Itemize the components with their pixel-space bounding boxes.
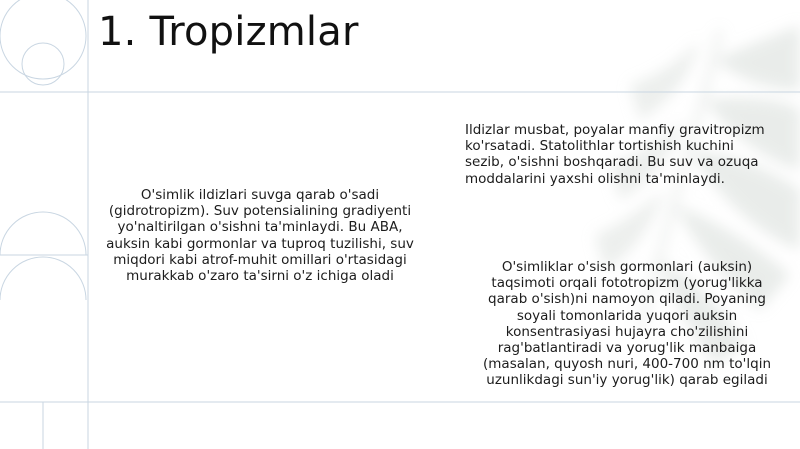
text-line: sezib, o'sishni boshqaradi. Bu suv va ozuqa — [465, 154, 759, 171]
text-line: O'simliklar o'sish gormonlari (auksin) — [501, 259, 753, 275]
text-line: murakkab o'zaro ta'sirni o'z ichiga oladi — [126, 268, 394, 285]
gravitropism-text — [465, 122, 795, 187]
text-line: soyali tomonlarida yuqori auksin — [516, 307, 738, 324]
text-line: auksin kabi gormonlar va tuproq tuzilishi, suv — [106, 235, 414, 252]
text-line: qarab o'sish)ni namoyon qiladi. Poyaning — [488, 291, 766, 308]
text-line: taqsimoti orqali fototropizm (yorug'likka — [491, 275, 763, 292]
hydrotropism-text — [90, 187, 430, 284]
text-line: moddalarini yaxshi olishni ta'minlaydi. — [465, 170, 725, 187]
text-line: (gidrotropizm). Suv potensialining gradiyenti — [108, 203, 412, 220]
text-line: Ildizlar musbat, poyalar manfiy gravitropizm — [465, 122, 765, 138]
text-line: rag'batlantiradi va yorug'lik manbaiga — [497, 340, 757, 357]
text-line: yo'naltirilgan o'sishni ta'minlaydi. Bu ABA, — [117, 219, 403, 236]
phototropism-text — [462, 259, 792, 389]
text-line: uzunlikdagi sun'iy yorug'lik) qarab egiladi — [486, 372, 768, 389]
text-line: miqdori kabi atrof-muhit omillari o'rtasidagi — [113, 251, 407, 268]
text-line: ko'rsatadi. Statolithlar tortishish kuchini — [465, 138, 734, 155]
slide-title: 1. Tropizmlar — [98, 9, 359, 55]
text-line: O'simlik ildizlari suvga qarab o'sadi — [140, 187, 380, 203]
text-line: (masalan, quyosh nuri, 400-700 nm to'lqin — [483, 356, 771, 373]
text-line: konsentrasiyasi hujayra cho'zilishini — [505, 323, 749, 340]
